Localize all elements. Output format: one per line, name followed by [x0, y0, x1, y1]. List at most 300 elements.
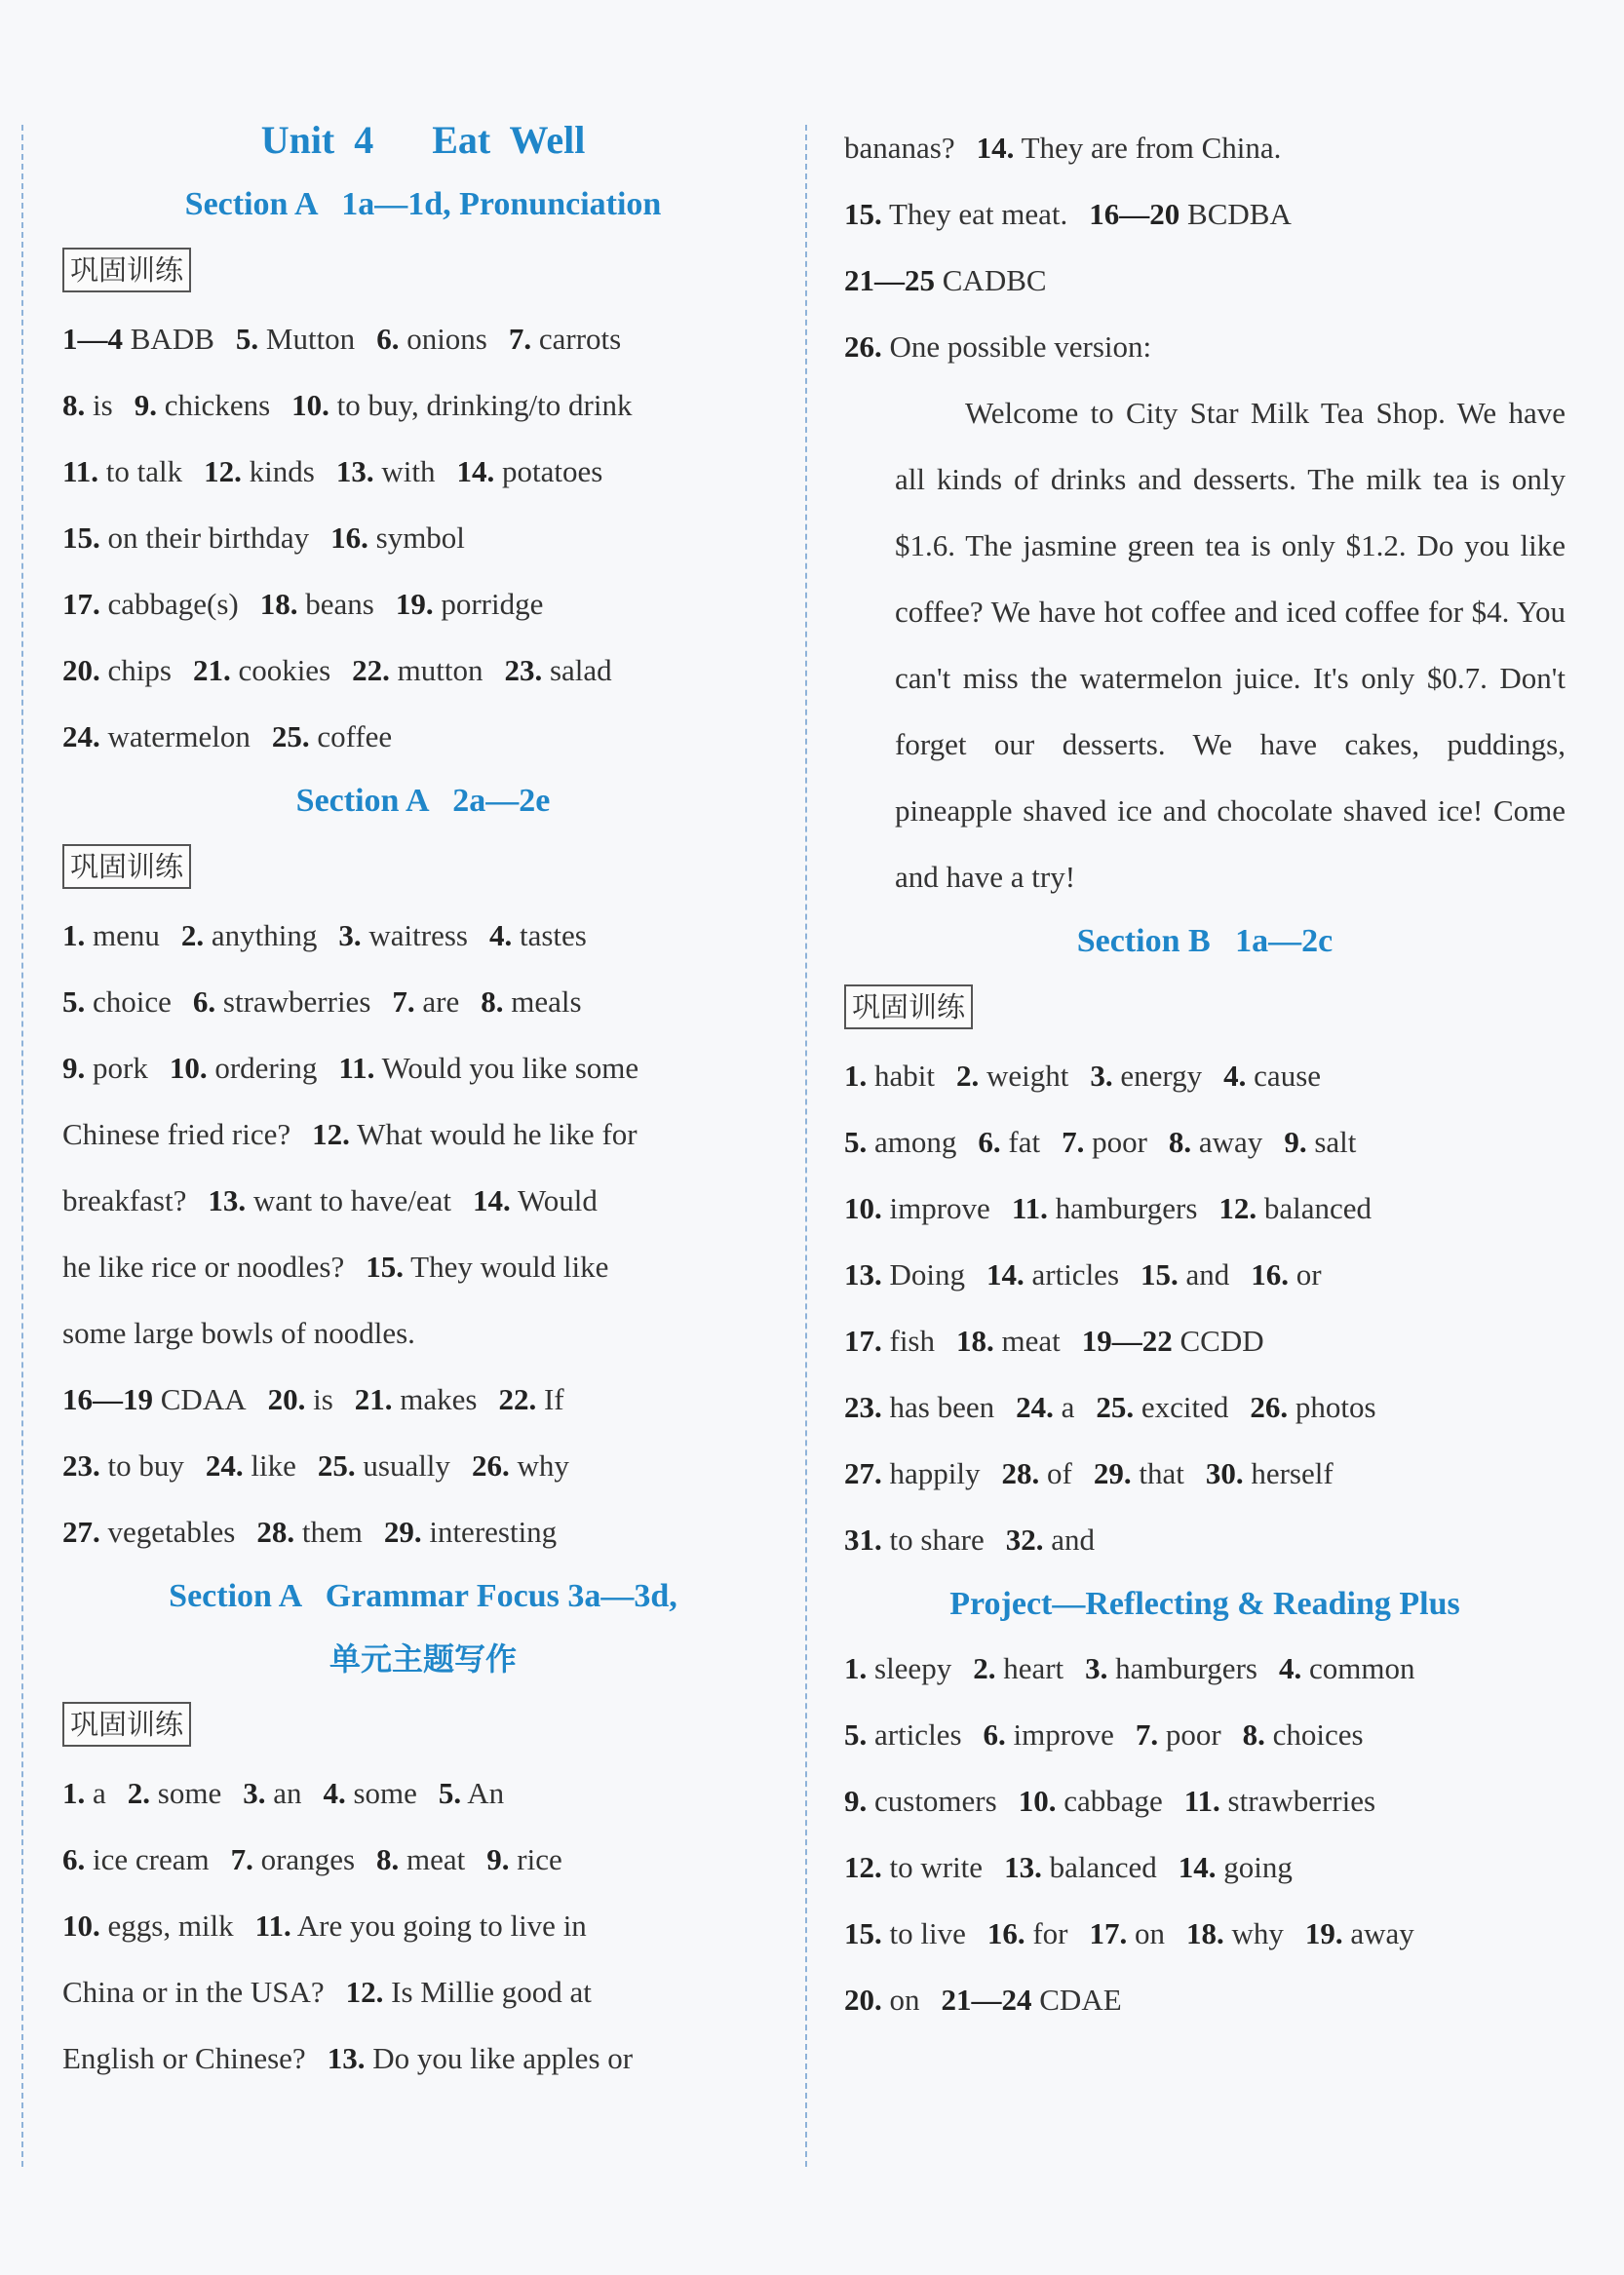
answer-line — [844, 1702, 1566, 1768]
answer-number: 9. — [844, 1784, 868, 1818]
answer-text: CDAA — [160, 1382, 247, 1416]
answer-text: on — [889, 1983, 920, 2017]
answer-text: going — [1223, 1850, 1293, 1884]
answers-section-1 — [62, 306, 784, 770]
practice-tag: 巩固训练 — [844, 984, 973, 1029]
answer-text: excited — [1141, 1390, 1229, 1424]
answer-number: 12. — [204, 454, 242, 488]
answer-text: mutton — [397, 653, 483, 687]
practice-tag: 巩固训练 — [62, 844, 191, 889]
answer-text: symbol — [375, 521, 465, 555]
answer-text: What would he like for — [357, 1117, 638, 1151]
answer-number: 15. — [366, 1250, 404, 1284]
answer-number: 8. — [62, 388, 86, 422]
answer-number: 11. — [1011, 1191, 1048, 1225]
answers-section-3-continued — [844, 115, 1566, 380]
answer-number: 11. — [338, 1051, 375, 1085]
answer-line — [844, 1636, 1566, 1702]
answer-number: 2. — [956, 1059, 980, 1093]
answer-number: 23. — [504, 653, 543, 687]
answer-number: 1. — [844, 1651, 868, 1685]
answer-number: 4. — [488, 918, 513, 952]
answer-text: poor — [1092, 1125, 1147, 1159]
answer-text: away — [1350, 1916, 1414, 1950]
answer-line — [62, 505, 784, 571]
column-divider — [805, 125, 807, 2167]
answer-number: 8. — [481, 984, 504, 1019]
answer-text: menu — [93, 918, 160, 952]
practice-tag: 巩固训练 — [62, 248, 191, 292]
answer-number: 5. — [438, 1776, 462, 1810]
answer-line — [62, 439, 784, 505]
answer-number: 16. — [1251, 1257, 1290, 1292]
answer-text: kinds — [249, 454, 315, 488]
answer-text: articles — [874, 1717, 962, 1752]
answer-text: an — [273, 1776, 302, 1810]
answer-number: 2. — [973, 1651, 996, 1685]
answer-text: articles — [1031, 1257, 1120, 1292]
answer-text: to live — [889, 1916, 966, 1950]
section-title-4: Section B 1a—2c — [1076, 923, 1334, 959]
answer-text: to buy, drinking/to drink — [336, 388, 633, 422]
answer-line — [62, 1367, 784, 1433]
answers-section-4 — [844, 1043, 1566, 1573]
answer-number: 28. — [1001, 1456, 1040, 1490]
answer-number: 13. — [327, 2041, 366, 2075]
answer-number: 6. — [62, 1842, 86, 1876]
section-title-5: Project—Reflecting & Reading Plus — [949, 1586, 1460, 1622]
answer-number: 6. — [192, 984, 216, 1019]
answer-text: interesting — [429, 1515, 558, 1549]
answer-text: to write — [889, 1850, 984, 1884]
answer-number: 13. — [335, 454, 374, 488]
answer-text: salad — [549, 653, 612, 687]
answer-line — [844, 1768, 1566, 1834]
answer-text: habit — [874, 1059, 935, 1093]
answer-number: 24. — [62, 719, 100, 753]
answer-number: 9. — [134, 388, 157, 422]
answer-line — [62, 637, 784, 704]
answer-text: and — [1051, 1523, 1096, 1557]
answer-text: carrots — [538, 322, 622, 356]
answer-text: herself — [1251, 1456, 1334, 1490]
answer-text: for — [1032, 1916, 1068, 1950]
answer-number: 26. — [471, 1448, 510, 1483]
answer-text: Mutton — [265, 322, 356, 356]
answer-text: onions — [406, 322, 487, 356]
answer-text: bananas? — [844, 131, 955, 165]
section-title-2: Section A 2a—2e — [295, 783, 551, 819]
answer-text: breakfast? — [62, 1183, 187, 1217]
answer-line — [844, 1441, 1566, 1507]
answer-text: rice — [517, 1842, 562, 1876]
answer-number: 20. — [62, 653, 100, 687]
answer-text: to buy — [107, 1448, 184, 1483]
answer-number: 15. — [1141, 1257, 1179, 1292]
answer-line — [62, 571, 784, 637]
answer-number: 16—19 — [62, 1382, 153, 1416]
answer-text: of — [1047, 1456, 1072, 1490]
answer-text: pork — [93, 1051, 148, 1085]
answer-number: 7. — [392, 984, 415, 1019]
answer-text: and — [1185, 1257, 1230, 1292]
unit-title: Unit 4 Eat Well — [260, 118, 586, 162]
answer-number: 28. — [256, 1515, 295, 1549]
answer-text: fish — [889, 1324, 935, 1358]
answer-number: 7. — [508, 322, 532, 356]
answer-text: away — [1198, 1125, 1263, 1159]
answer-number: 19. — [395, 587, 434, 621]
answer-number: 11. — [254, 1909, 291, 1943]
answer-line — [62, 372, 784, 439]
answer-number: 24. — [205, 1448, 244, 1483]
answer-line — [62, 903, 784, 969]
answer-number: 3. — [338, 918, 362, 952]
answer-text: choice — [93, 984, 172, 1019]
answer-number: 10. — [169, 1051, 208, 1085]
answer-number: 14. — [473, 1183, 511, 1217]
answer-number: 6. — [983, 1717, 1006, 1752]
answer-number: 5. — [844, 1125, 868, 1159]
answer-line — [844, 1043, 1566, 1109]
answer-number: 26. — [844, 329, 882, 364]
answer-number: 4. — [1278, 1651, 1302, 1685]
answer-number: 2. — [127, 1776, 151, 1810]
answer-text: a — [1061, 1390, 1075, 1424]
answer-line — [844, 248, 1566, 314]
answer-number: 4. — [1223, 1059, 1247, 1093]
answer-number: 16—20 — [1089, 197, 1180, 231]
answer-number: 22. — [498, 1382, 537, 1416]
answer-text: ice cream — [93, 1842, 210, 1876]
answer-line — [62, 1433, 784, 1499]
answer-number: 24. — [1016, 1390, 1054, 1424]
answer-text: chickens — [164, 388, 271, 422]
answer-number: 9. — [1284, 1125, 1307, 1159]
answer-number: 3. — [1085, 1651, 1108, 1685]
answer-text: hamburgers — [1115, 1651, 1257, 1685]
answer-number: 6. — [978, 1125, 1001, 1159]
answer-text: energy — [1120, 1059, 1203, 1093]
answer-text: why — [1231, 1916, 1284, 1950]
answer-text: or — [1295, 1257, 1322, 1292]
section-title-3: Section A Grammar Focus 3a—3d, — [169, 1578, 677, 1614]
left-margin-divider — [21, 125, 23, 2167]
answer-line — [62, 1300, 784, 1367]
answer-text: CDAE — [1039, 1983, 1122, 2017]
answer-number: 11. — [1183, 1784, 1220, 1818]
answer-text: makes — [400, 1382, 478, 1416]
answer-number: 18. — [259, 587, 298, 621]
answer-number: 12. — [312, 1117, 350, 1151]
answer-text: are — [422, 984, 460, 1019]
answer-number: 21—24 — [941, 1983, 1032, 2017]
sample-essay — [844, 380, 1566, 910]
answer-text: is — [313, 1382, 333, 1416]
answer-number: 30. — [1205, 1456, 1244, 1490]
answer-number: 1—4 — [62, 322, 123, 356]
answer-number: 10. — [291, 388, 329, 422]
answer-number: 20. — [844, 1983, 882, 2017]
answer-line — [62, 1893, 784, 1959]
answer-text: improve — [889, 1191, 990, 1225]
answer-number: 9. — [62, 1051, 86, 1085]
answer-text: improve — [1013, 1717, 1114, 1752]
answer-number: 11. — [62, 454, 99, 488]
answer-text: They eat meat. — [888, 197, 1068, 231]
answer-text: tastes — [519, 918, 587, 952]
answer-text: They would like — [410, 1250, 609, 1284]
answer-text: strawberries — [1227, 1784, 1376, 1818]
answer-text: salt — [1314, 1125, 1357, 1159]
answer-text: strawberries — [222, 984, 371, 1019]
answer-text: has been — [889, 1390, 995, 1424]
answer-text: a — [93, 1776, 106, 1810]
answer-line — [844, 1242, 1566, 1308]
answer-number: 8. — [1168, 1125, 1192, 1159]
answer-text: An — [467, 1776, 505, 1810]
right-column — [844, 115, 1566, 2033]
answer-number: 13. — [208, 1183, 247, 1217]
answer-number: 10. — [62, 1909, 100, 1943]
answer-number: 17. — [1089, 1916, 1128, 1950]
answer-line — [844, 314, 1566, 380]
answer-number: 5. — [235, 322, 259, 356]
answer-text: ordering — [214, 1051, 318, 1085]
answer-text: anything — [211, 918, 318, 952]
answer-text: cabbage(s) — [107, 587, 239, 621]
answer-line — [844, 1308, 1566, 1374]
answer-text: oranges — [260, 1842, 356, 1876]
answer-text: with — [381, 454, 436, 488]
answer-number: 7. — [1135, 1717, 1159, 1752]
answer-text: common — [1308, 1651, 1415, 1685]
answer-line — [844, 1176, 1566, 1242]
answer-text: photos — [1295, 1390, 1376, 1424]
answer-text: CADBC — [942, 263, 1047, 297]
answer-number: 14. — [456, 454, 495, 488]
answer-text: fat — [1008, 1125, 1041, 1159]
section-subtitle-3: 单元主题写作 — [329, 1640, 517, 1677]
answer-number: 14. — [976, 131, 1015, 165]
answer-line — [62, 1035, 784, 1101]
answer-text: eggs, milk — [107, 1909, 234, 1943]
answer-text: China or in the USA? — [62, 1975, 325, 2009]
answer-text: like — [251, 1448, 296, 1483]
answer-text: cabbage — [1063, 1784, 1163, 1818]
answer-number: 23. — [844, 1390, 882, 1424]
answer-text: One possible version: — [889, 329, 1152, 364]
answer-line — [62, 969, 784, 1035]
answer-text: potatoes — [501, 454, 603, 488]
answer-number: 31. — [844, 1523, 882, 1557]
answer-text: among — [874, 1125, 957, 1159]
answer-number: 10. — [1018, 1784, 1057, 1818]
answer-number: 25. — [1096, 1390, 1135, 1424]
answer-line — [844, 1967, 1566, 2033]
answer-number: 15. — [844, 1916, 882, 1950]
answer-text: on — [1135, 1916, 1166, 1950]
answer-text: to share — [889, 1523, 985, 1557]
answer-text: usually — [363, 1448, 450, 1483]
answer-number: 5. — [62, 984, 86, 1019]
answer-line — [62, 1499, 784, 1565]
answer-number: 1. — [62, 1776, 86, 1810]
answer-number: 19. — [1304, 1916, 1343, 1950]
answer-text: on their birthday — [107, 521, 310, 555]
answer-text: English or Chinese? — [62, 2041, 306, 2075]
answer-text: meals — [511, 984, 582, 1019]
answer-number: 21. — [192, 653, 231, 687]
answers-section-2 — [62, 903, 784, 1565]
answer-text: balanced — [1049, 1850, 1157, 1884]
answer-text: CCDD — [1179, 1324, 1264, 1358]
answer-text: Are you going to live in — [296, 1909, 587, 1943]
answer-number: 14. — [1178, 1850, 1217, 1884]
answer-number: 3. — [243, 1776, 266, 1810]
answer-text: want to have/eat — [252, 1183, 452, 1217]
answer-text: them — [301, 1515, 363, 1549]
answer-number: 6. — [376, 322, 400, 356]
answer-line — [844, 181, 1566, 248]
answers-section-5 — [844, 1636, 1566, 2033]
answer-number: 32. — [1005, 1523, 1044, 1557]
answer-number: 25. — [317, 1448, 356, 1483]
answer-text: choices — [1272, 1717, 1364, 1752]
answer-line — [844, 1507, 1566, 1573]
answer-text: balanced — [1263, 1191, 1373, 1225]
answer-number: 21—25 — [844, 263, 935, 297]
answer-line — [62, 1959, 784, 2025]
answer-text: chips — [107, 653, 172, 687]
answer-line — [62, 704, 784, 770]
answer-number: 8. — [1242, 1717, 1265, 1752]
answer-number: 19—22 — [1081, 1324, 1173, 1358]
answer-number: 14. — [986, 1257, 1025, 1292]
answer-text: some large bowls of noodles. — [62, 1316, 415, 1350]
answers-section-3 — [62, 1760, 784, 2092]
answer-number: 8. — [376, 1842, 400, 1876]
answer-text: heart — [1003, 1651, 1064, 1685]
answer-text: is — [93, 388, 113, 422]
answer-text: cause — [1254, 1059, 1322, 1093]
answer-number: 1. — [62, 918, 86, 952]
answer-number: 18. — [956, 1324, 994, 1358]
answer-text: poor — [1165, 1717, 1221, 1752]
answer-text: meat — [406, 1842, 466, 1876]
section-title-1: Section A 1a—1d, Pronunciation — [184, 186, 662, 222]
answer-text: customers — [874, 1784, 997, 1818]
answer-number: 16. — [986, 1916, 1025, 1950]
answer-number: 22. — [352, 653, 390, 687]
answer-line — [844, 1834, 1566, 1901]
answer-number: 29. — [1093, 1456, 1132, 1490]
answer-number: 13. — [844, 1257, 882, 1292]
answer-number: 27. — [844, 1456, 882, 1490]
answer-number: 4. — [323, 1776, 346, 1810]
answer-number: 23. — [62, 1448, 100, 1483]
answer-text: coffee — [317, 719, 393, 753]
answer-number: 26. — [1250, 1390, 1289, 1424]
answer-number: 20. — [267, 1382, 306, 1416]
answer-number: 15. — [844, 197, 882, 231]
answer-line — [62, 306, 784, 372]
answer-text: Doing — [889, 1257, 965, 1292]
answer-text: weight — [986, 1059, 1069, 1093]
answer-text: porridge — [441, 587, 544, 621]
answer-number: 17. — [844, 1324, 882, 1358]
answer-line — [844, 115, 1566, 181]
answer-number: 15. — [62, 521, 100, 555]
answer-text: meat — [1001, 1324, 1061, 1358]
answer-line — [62, 1827, 784, 1893]
answer-text: that — [1139, 1456, 1184, 1490]
answer-number: 9. — [486, 1842, 510, 1876]
answer-text: BCDBA — [1187, 197, 1292, 231]
answer-number: 2. — [180, 918, 205, 952]
answer-text: Is Millie good at — [391, 1975, 592, 2009]
answer-line — [62, 1234, 784, 1300]
answer-number: 5. — [844, 1717, 868, 1752]
answer-number: 21. — [354, 1382, 393, 1416]
answer-text: BADB — [130, 322, 214, 356]
answer-text: happily — [889, 1456, 981, 1490]
answer-text: some — [157, 1776, 222, 1810]
answer-text: why — [517, 1448, 569, 1483]
essay-text: Welcome to City Star Milk Tea Shop. We have all kinds of drinks and desserts. The milk tea is only $1.6. The jasmine green tea is only $1.2. Do you like coffee? We have hot coffee and iced coffee for $4. You can't miss the watermelon juice. It's only $0.7. Don't forget our desserts. We have cakes, puddings, pineapple shaved ice and chocolate shaved ice! Come and have a try! — [895, 396, 1566, 894]
answer-number: 12. — [1218, 1191, 1257, 1225]
answer-text: waitress — [368, 918, 468, 952]
answer-number: 17. — [62, 587, 100, 621]
answer-number: 29. — [383, 1515, 422, 1549]
answer-line — [62, 1101, 784, 1168]
left-column — [62, 107, 784, 2092]
answer-text: watermelon — [107, 719, 251, 753]
answer-text: Would — [517, 1183, 598, 1217]
answer-number: 16. — [330, 521, 368, 555]
answer-number: 7. — [230, 1842, 253, 1876]
answer-text: vegetables — [107, 1515, 236, 1549]
answer-text: cookies — [238, 653, 331, 687]
practice-tag: 巩固训练 — [62, 1702, 191, 1747]
answer-number: 7. — [1062, 1125, 1085, 1159]
answer-text: he like rice or noodles? — [62, 1250, 345, 1284]
answer-text: beans — [305, 587, 374, 621]
answer-line — [62, 1760, 784, 1827]
answer-number: 10. — [844, 1191, 882, 1225]
answer-number: 18. — [1186, 1916, 1224, 1950]
answer-line — [844, 1901, 1566, 1967]
answer-text: sleepy — [874, 1651, 952, 1685]
answer-text: Do you like apples or — [372, 2041, 634, 2075]
answer-line — [62, 1168, 784, 1234]
answer-text: If — [543, 1382, 564, 1416]
answer-number: 25. — [271, 719, 310, 753]
answer-text: Would you like some — [381, 1051, 639, 1085]
answer-line — [844, 1374, 1566, 1441]
answer-number: 1. — [844, 1059, 868, 1093]
answer-text: to talk — [105, 454, 183, 488]
answer-line — [62, 2025, 784, 2092]
answer-number: 13. — [1004, 1850, 1042, 1884]
answer-number: 27. — [62, 1515, 100, 1549]
answer-text: some — [353, 1776, 417, 1810]
answer-number: 12. — [345, 1975, 384, 2009]
answer-number: 12. — [844, 1850, 882, 1884]
answer-number: 3. — [1090, 1059, 1113, 1093]
answer-text: They are from China. — [1021, 131, 1282, 165]
answer-text: hamburgers — [1055, 1191, 1198, 1225]
